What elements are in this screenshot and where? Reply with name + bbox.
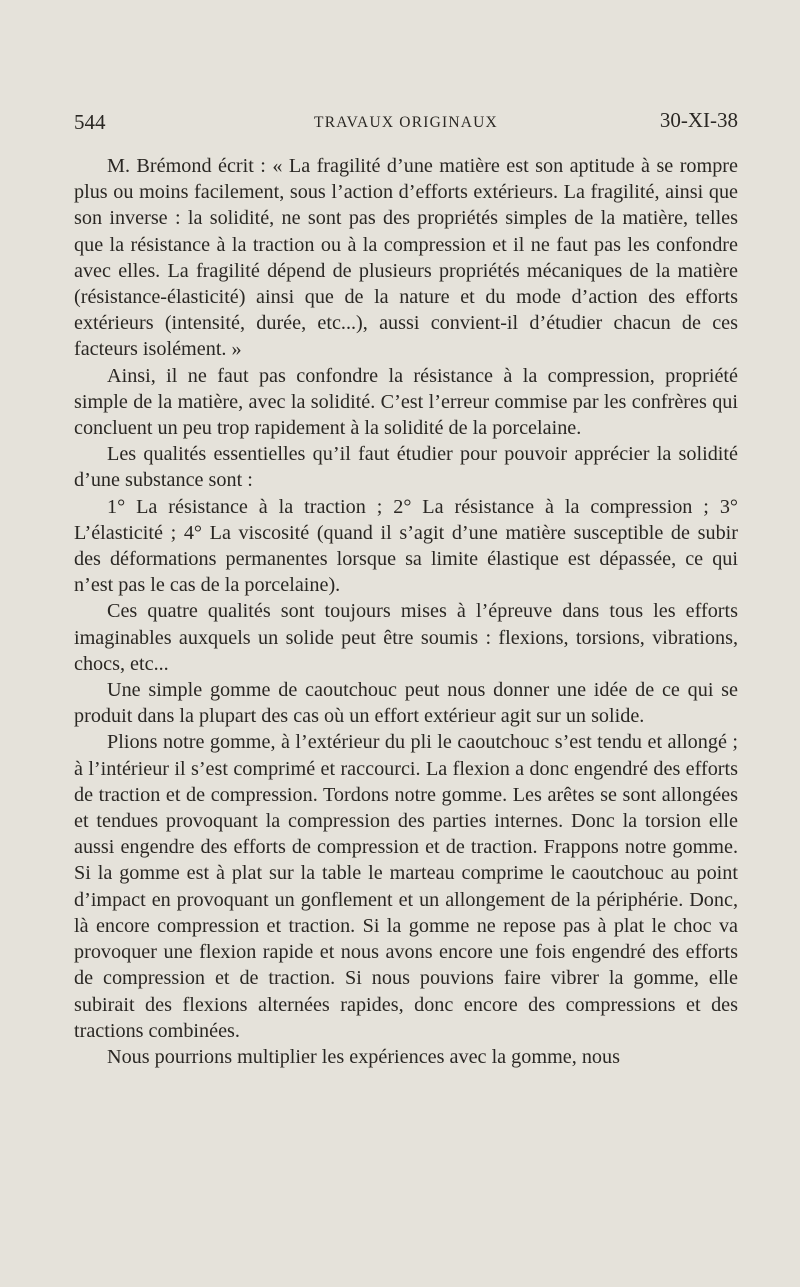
paragraph: Plions notre gomme, à l’extérieur du pli le caoutchouc s’est tendu et allongé ; à l’intérieur il s’est comprimé et raccourci. La flexion a donc engendré des efforts de traction et de compression. Tordons notre gomme. Les arêtes se sont allongées et tendues provoquant la compression des parties internes. Donc la torsion elle aussi engendre des efforts de compression et de traction. Frappons notre gomme. Si la gomme est à plat sur la table le marteau comprime le caoutchouc au point d’impact en provoquant un gonflement et un allongement de la périphérie. Donc, là encore compression et traction. Si la gomme ne repose pas à plat le choc va provoquer une flexion rapide et nous avons encore une fois engendré des efforts de compression et de traction. Si nous pouvions faire vibrer la gomme, elle subirait des flexions alternées rapides, donc encore des compressions et des tractions combinées.	[74, 731, 738, 1042]
paragraph: Les qualités essentielles qu’il faut étudier pour pouvoir apprécier la solidité d’une substance sont :	[74, 443, 738, 492]
paragraph: Ainsi, il ne faut pas confondre la résistance à la compression, propriété simple de la matière, avec la solidité. C’est l’erreur commise par les confrères qui concluent un peu trop rapidement à la solidité de la porcelaine.	[74, 364, 738, 440]
paragraph: Nous pourrions multiplier les expériences avec la gomme, nous	[107, 1045, 620, 1068]
page-number: 544	[74, 110, 106, 134]
paragraph: Ces quatre qualités sont toujours mises à l’épreuve dans tous les efforts imaginables auxquels un solide peut être soumis : flexions, torsions, vibrations, chocs, etc...	[74, 600, 738, 675]
body-text	[74, 153, 738, 1070]
header-title: TRAVAUX ORIGINAUX	[314, 114, 498, 131]
paragraph: M. Brémond écrit : « La fragilité d’une matière est son aptitude à se rompre plus ou moins facilement, sous l’action d’efforts extérieurs. La fragilité, ainsi que son inverse : la solidité, ne sont pas des propriétés simples de la matière, telles que la résistance à la traction ou à la compression et il ne faut pas les confondre avec elles. La fragilité dépend de plusieurs propriétés mécaniques de la matière (résistance-élasticité) ainsi que de la nature et du mode d’action des efforts extérieurs (intensité, durée, etc...), aussi convient-il d’étudier chacun de ces facteurs isolément. »	[74, 155, 738, 361]
running-header	[74, 108, 738, 138]
paragraph: 1° La résistance à la traction ; 2° La résistance à la compression ; 3° L’élasticité ; 4° La viscosité (quand il s’agit d’une matière susceptible de subir des déformations permanentes lorsque sa limite élastique est dépassée, ce qui n’est pas le cas de la porcelaine).	[74, 495, 738, 597]
paragraph: Une simple gomme de caoutchouc peut nous donner une idée de ce qui se produit dans la plupart des cas où un effort extérieur agit sur un solide.	[74, 679, 738, 728]
header-date: 30-XI-38	[659, 108, 738, 132]
